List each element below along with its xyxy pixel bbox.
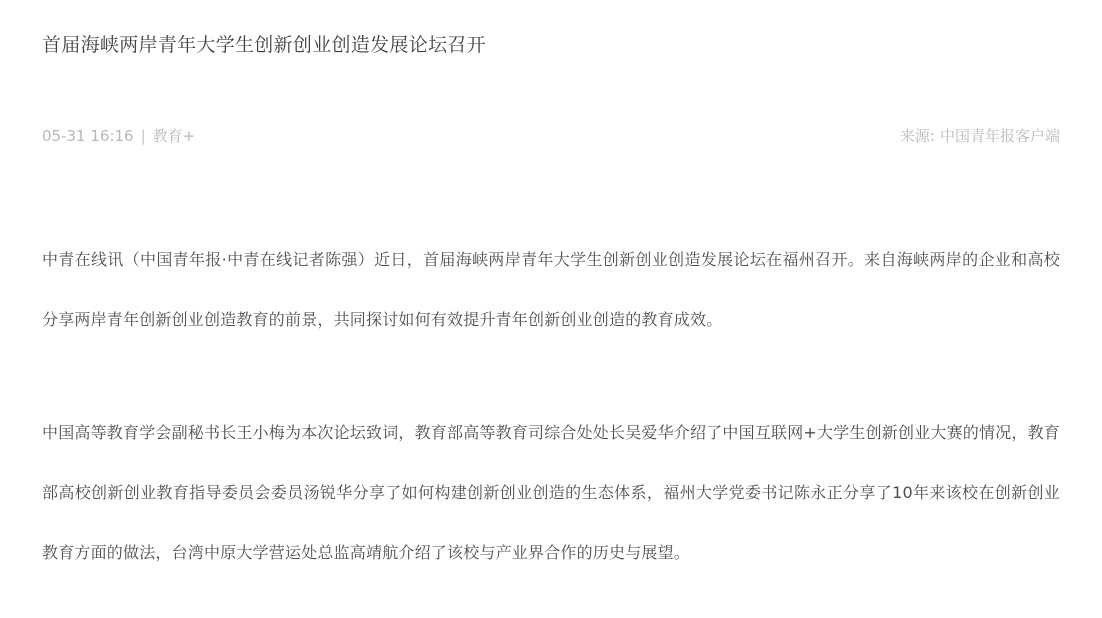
- source-value: 中国青年报客户端: [939, 127, 1060, 145]
- source-label: 来源:: [899, 127, 935, 145]
- paragraph: 中青在线讯（中国青年报·中青在线记者陈强）近日，首届海峡两岸青年大学生创新创业创造发展论坛在福州召开。来自海峡两岸的企业和高校分享两岸青年创新创业创造教育的前景，共同探讨如何有效提升青年创新创业创造的教育成效。: [42, 250, 1060, 329]
- article-body: [42, 230, 1060, 583]
- channel-tag[interactable]: 教育+: [152, 127, 196, 145]
- source-info: [900, 126, 1060, 146]
- paragraph: 中国高等教育学会副秘书长王小梅为本次论坛致词，教育部高等教育司综合处处长吴爱华介绍了中国互联网+大学生创新创业大赛的情况，教育部高校创新创业教育指导委员会委员汤锐华分享了如何构建创新创业创造的生态体系，福州大学党委书记陈永正分享了10年来该校在创新创业教育方面的做法，台湾中原大学营运处总监高靖航介绍了该校与产业界合作的历史与展望。: [42, 423, 1061, 562]
- meta-left: [42, 126, 195, 146]
- meta-row: [42, 126, 1060, 146]
- article: [0, 32, 1102, 583]
- meta-divider: |: [140, 127, 146, 145]
- article-title: 首届海峡两岸青年大学生创新创业创造发展论坛召开: [42, 34, 486, 56]
- publish-time: 05-31 16:16: [42, 127, 134, 145]
